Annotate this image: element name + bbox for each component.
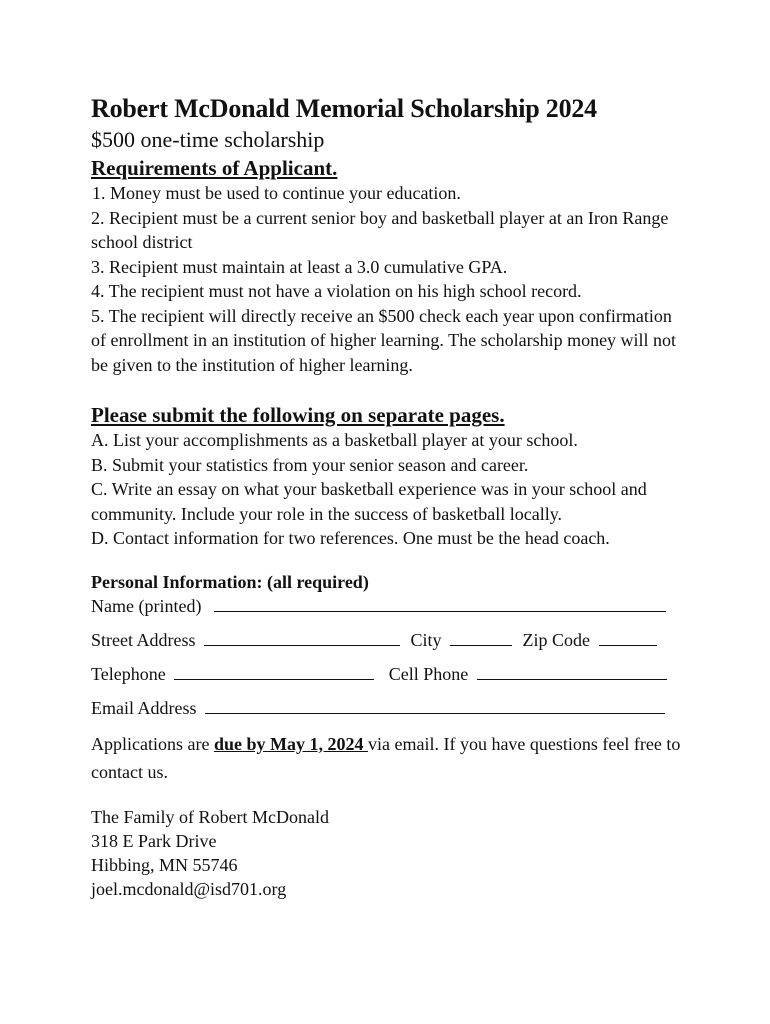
phone-row (91, 662, 691, 686)
street-row (91, 628, 691, 652)
submit-item: B. Submit your statistics from your senior season and career. (91, 454, 529, 475)
requirement-item: 1. Money must be used to continue your education. (92, 183, 461, 203)
due-suffix: via email. If you have questions feel free to contact us. (91, 733, 681, 782)
city-field[interactable] (450, 629, 512, 646)
spacer (91, 786, 691, 805)
name-field[interactable] (214, 595, 666, 612)
submit-item: A. List your accomplishments as a basketball player at your school. (91, 430, 578, 450)
email-label: Email Address (91, 697, 197, 718)
contact-email[interactable]: joel.mcdonald@isd701.org (91, 878, 287, 899)
submit-list (91, 428, 691, 551)
contact-name: The Family of Robert McDonald (91, 806, 329, 827)
name-label: Name (printed) (91, 595, 202, 616)
requirements-heading: Requirements of Applicant. (91, 156, 338, 180)
cell-phone-label: Cell Phone (388, 663, 469, 684)
contact-city: Hibbing, MN 55746 (91, 854, 238, 875)
requirement-item: 5. The recipient will directly receive an $500 check each year upon confirmation of enrollment in an institution of higher learning. The scholarship money will not be given to the institution of higher learning. (91, 305, 677, 375)
submit-heading: Please submit the following on separate pages. (91, 403, 505, 427)
requirement-item: 3. Recipient must maintain at least a 3.0 cumulative GPA. (91, 256, 508, 277)
contact-block (91, 805, 691, 901)
street-label: Street Address (91, 629, 196, 650)
submit-item: D. Contact information for two references. One must be the head coach. (91, 528, 610, 548)
telephone-field[interactable] (174, 663, 374, 680)
due-date: due by May 1, 2024 (213, 733, 368, 754)
document-title: Robert McDonald Memorial Scholarship 2024 (91, 94, 597, 123)
personal-info-heading: Personal Information: (all required) (91, 571, 369, 592)
cell-phone-field[interactable] (477, 663, 667, 680)
requirement-item: 4. The recipient must not have a violation on his high school record. (91, 281, 582, 301)
email-row (91, 696, 691, 720)
city-label: City (410, 629, 442, 650)
spacer (91, 377, 691, 402)
contact-street: 318 E Park Drive (91, 830, 217, 851)
due-prefix: Applications are (91, 733, 214, 754)
requirements-list (91, 181, 691, 377)
zip-code-field[interactable] (599, 629, 657, 646)
telephone-label: Telephone (91, 663, 166, 684)
due-notice (91, 730, 681, 786)
scholarship-document (91, 93, 691, 901)
name-row (91, 594, 691, 618)
requirement-item: 2. Recipient must be a current senior boy and basketball player at an Iron Range school district (91, 207, 669, 252)
document-subtitle: $500 one-time scholarship (91, 127, 325, 152)
submit-item: C. Write an essay on what your basketball experience was in your school and community. Include your role in the success of basketball locally. (91, 479, 647, 524)
spacer (91, 551, 691, 570)
email-field[interactable] (205, 697, 665, 714)
street-address-field[interactable] (204, 629, 400, 646)
zip-label: Zip Code (522, 629, 590, 650)
